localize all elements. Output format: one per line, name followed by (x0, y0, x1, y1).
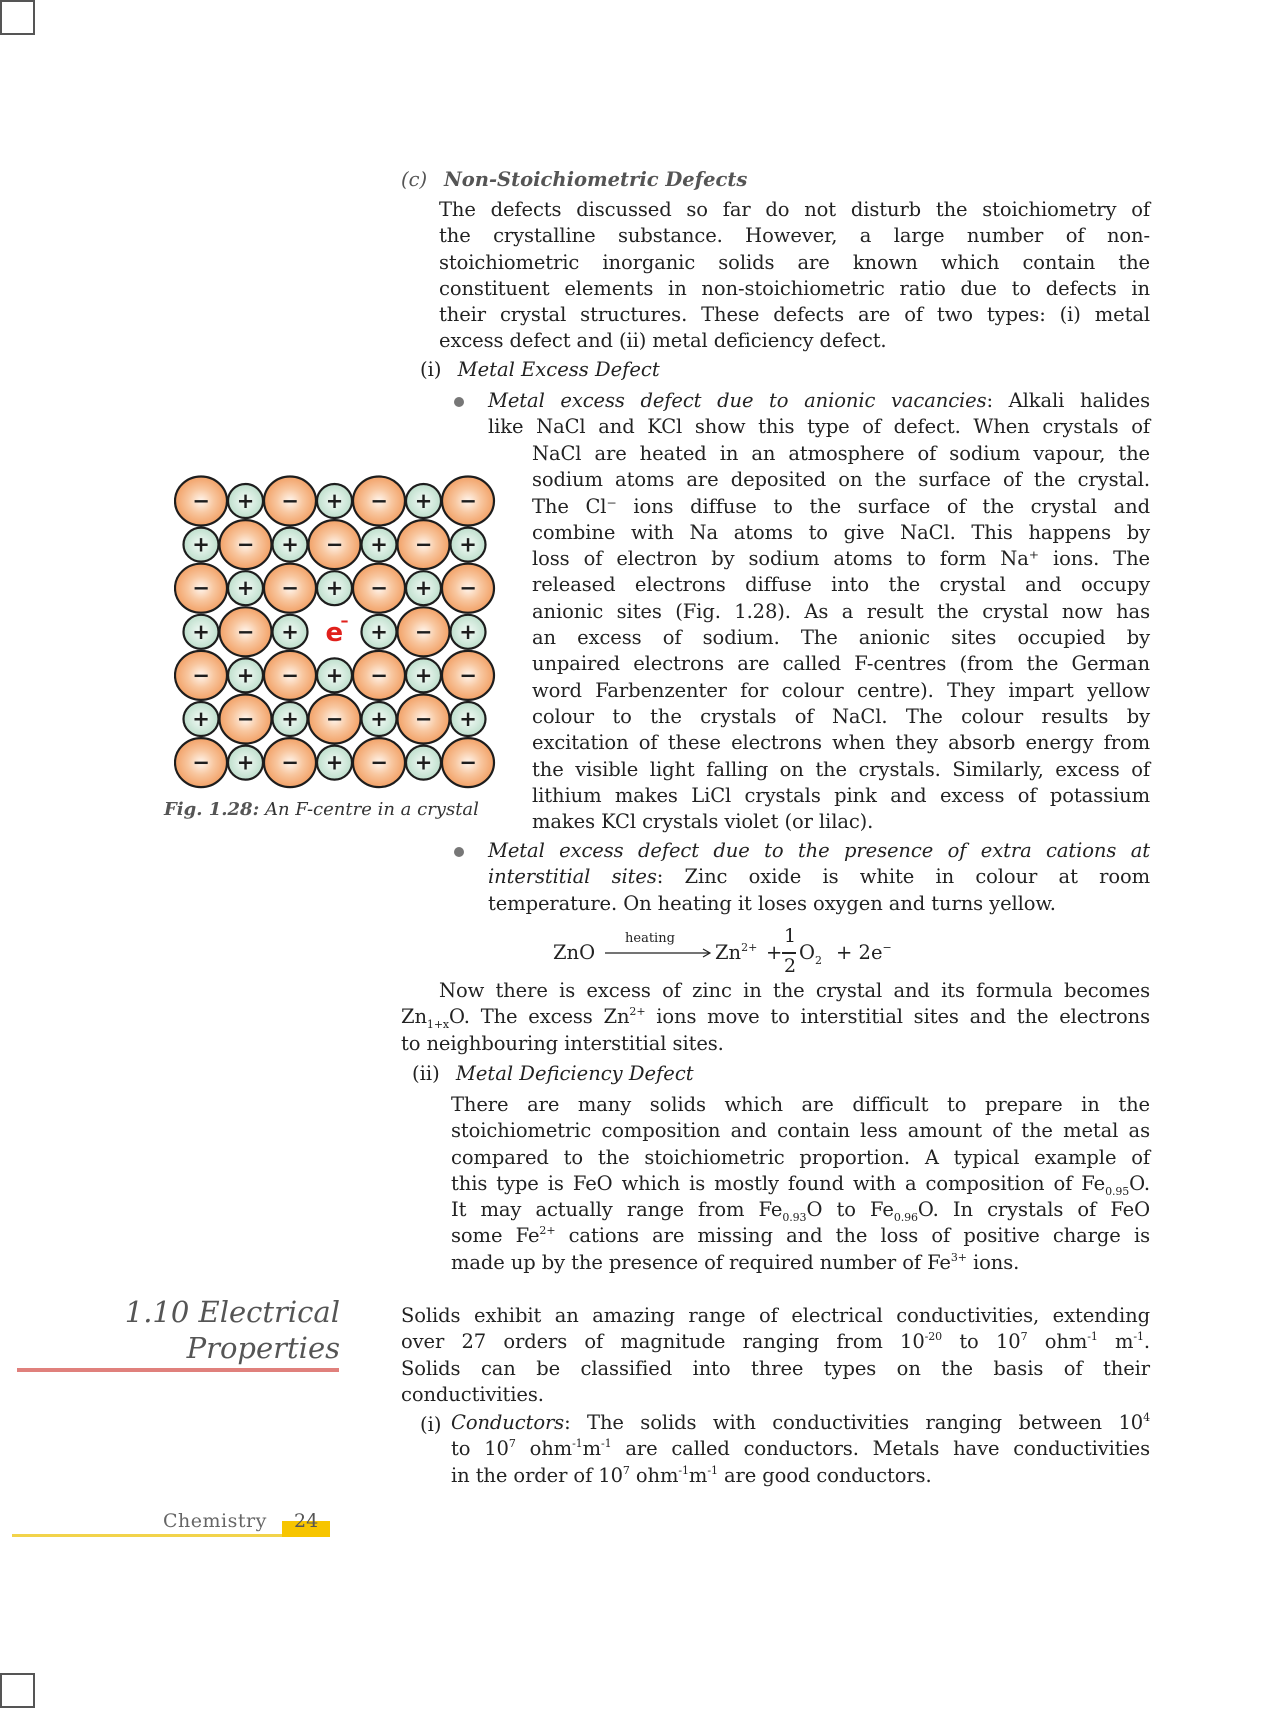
f-centre-crystal-figure (174, 474, 504, 790)
svg-text:−: − (192, 576, 210, 601)
text-line: makes KCl crystals violet (or lilac). (532, 810, 874, 834)
svg-text:−: − (236, 707, 255, 731)
text-line: Conductors: The solids with conductivities ranging between $10^4$ (451, 1411, 1150, 1434)
svg-text:+: + (414, 576, 433, 601)
eq-electron-charge: − (882, 941, 892, 954)
svg-text:+: + (459, 532, 477, 557)
svg-text:+: + (236, 750, 255, 775)
f-centre-electron-icon: e (325, 617, 344, 648)
svg-text:–: – (340, 610, 349, 630)
svg-text:+: + (459, 707, 477, 731)
eq-fraction-numerator: 1 (784, 925, 797, 947)
eq-zn-charge: 2+ (741, 941, 758, 954)
text-line: the visible light falling on the crystals. Similarly, excess of (532, 757, 1150, 781)
crystal-lattice-diagram (174, 474, 504, 790)
figure-caption-label: Fig. 1.28: (164, 799, 260, 820)
text-line: constituent elements in non-stoichiometric ratio due to defects in (439, 276, 1150, 300)
bullet1-lead (488, 388, 1150, 441)
text-line: $Zn_{1+x}O$. The excess $Zn^{2+}$ ions move to interstitial sites and the electrons (401, 1005, 1150, 1032)
text-line: anionic sites (Fig. 1.28). As a result the crystal now has (532, 599, 1150, 623)
svg-text:−: − (325, 707, 344, 731)
svg-text:+: + (325, 663, 344, 688)
eq-plus: + (766, 941, 783, 964)
svg-text:−: − (414, 619, 433, 644)
text-line: There are many solids which are difficult to prepare in the (451, 1093, 1150, 1116)
metal-excess-title: Metal Excess Defect (457, 358, 660, 381)
conductors-label: (i) (420, 1413, 442, 1436)
text-line: It may actually range from $Fe_{0.93}O$ to $Fe_{0.96}O$. In crystals of FeO (451, 1198, 1151, 1225)
svg-text:−: − (459, 663, 477, 688)
text-line: Solids can be classified into three types on the basis of their (401, 1356, 1150, 1380)
svg-text:+: + (459, 619, 477, 644)
text-line: stoichiometric inorganic solids are known which contain the (439, 250, 1150, 274)
section-title-line2: Properties (186, 1331, 340, 1365)
section-c-paragraph (439, 197, 1150, 355)
text-line: Metal excess defect due to the presence of extra cations at (488, 839, 1150, 862)
text-line: to $10^7$ $ohm^{-1}m^{-1}$ are called conductors. Metals have conductivities (451, 1437, 1150, 1461)
section-c-label: (c) (401, 168, 428, 191)
svg-text:+: + (192, 707, 210, 731)
section-1-10-heading (100, 1294, 340, 1366)
text-line: loss of electron by sodium atoms to form Na⁺ ions. The (532, 547, 1150, 571)
text-line: lithium makes LiCl crystals pink and excess of potassium (532, 783, 1150, 807)
section-number: 1.10 (124, 1295, 190, 1329)
eq-fraction-denominator: 2 (784, 955, 797, 977)
metal-deficiency-title: Metal Deficiency Defect (455, 1062, 694, 1085)
bullet-icon (454, 397, 464, 407)
svg-text:−: − (370, 750, 388, 775)
text-line: conductivities. (401, 1382, 544, 1406)
section-title-line1: Electrical (198, 1295, 340, 1329)
text-line: like NaCl and KCl show this type of defect. When crystals of (488, 415, 1150, 439)
bullet2-lead-italic: interstitial sites (488, 865, 657, 889)
text-line: this type is FeO which is mostly found with a composition of $Fe_{0.95}O$. (451, 1171, 1150, 1198)
text-line: to neighbouring interstitial sites. (401, 1031, 724, 1055)
metal-excess-heading (420, 358, 660, 381)
top-left-corner-box (0, 0, 35, 35)
svg-text:−: − (281, 750, 299, 775)
svg-text:−: − (370, 489, 388, 513)
svg-text:−: − (281, 663, 299, 688)
text-line: stoichiometric composition and contain less amount of the metal as (451, 1119, 1150, 1143)
text-line: excess defect and (ii) metal deficiency defect. (439, 329, 887, 353)
metal-deficiency-heading (412, 1062, 694, 1085)
figure-caption-text: An F-centre in a crystal (264, 799, 479, 820)
bullet-icon (454, 847, 464, 857)
svg-text:−: − (236, 619, 255, 644)
metal-deficiency-paragraph (451, 1092, 1150, 1276)
svg-text:−: − (459, 750, 477, 775)
svg-text:−: − (192, 750, 210, 775)
text-line: compared to the stoichiometric proportion. A typical example of (451, 1145, 1150, 1169)
text-line: word Farbenzenter for colour centre). They impart yellow (532, 678, 1150, 702)
text-line: Solids exhibit an amazing range of electrical conductivities, extending (401, 1304, 1150, 1327)
svg-text:+: + (370, 619, 388, 644)
text-line: their crystal structures. These defects are of two types: (i) metal (439, 303, 1150, 327)
eq-electrons: + 2e (836, 941, 883, 964)
reaction-arrow-icon (603, 948, 715, 958)
svg-text:+: + (281, 707, 299, 731)
text-line: The Cl⁻ ions diffuse to the surface of the crystal and (532, 494, 1150, 518)
svg-text:+: + (370, 532, 388, 557)
svg-text:−: − (236, 532, 255, 557)
fraction-bar (782, 952, 796, 954)
bottom-left-corner-box (0, 1673, 35, 1708)
svg-text:−: − (459, 576, 477, 601)
figure-caption (164, 799, 479, 820)
text-line: Now there is excess of zinc in the crystal and its formula becomes (439, 979, 1150, 1002)
svg-text:+: + (236, 663, 255, 688)
metal-excess-label: (i) (420, 358, 442, 381)
svg-text:−: − (192, 489, 210, 513)
svg-text:+: + (414, 489, 433, 513)
section-heading-rule (17, 1368, 339, 1372)
text-line: the crystalline substance. However, a large number of non- (439, 224, 1150, 248)
zno-heating-equation (553, 925, 893, 985)
bullet1-wrapped-text (532, 441, 1150, 835)
svg-text:+: + (325, 576, 344, 601)
svg-text:+: + (370, 707, 388, 731)
text-line: sodium atoms are deposited on the surface of the crystal. (532, 468, 1150, 492)
zinc-excess-paragraph (401, 978, 1150, 1057)
eq-condition: heating (625, 931, 675, 946)
svg-text:+: + (325, 750, 344, 775)
svg-text:+: + (236, 576, 255, 601)
text-line: released electrons diffuse into the crystal and occupy (532, 573, 1150, 597)
svg-text:−: − (414, 532, 433, 557)
bullet1-lead-italic: Metal excess defect due to anionic vacancies (488, 389, 987, 412)
page-number: 24 (294, 1510, 319, 1532)
section-c-title: Non-Stoichiometric Defects (443, 168, 748, 191)
text-line: in the order of $10^7$ $ohm^{-1}m^{-1}$ are good conductors. (451, 1463, 932, 1487)
svg-text:+: + (414, 663, 433, 688)
svg-text:−: − (414, 707, 433, 731)
text-line: NaCl are heated in an atmosphere of sodium vapour, the (532, 442, 1150, 465)
eq-reactant: ZnO (553, 941, 596, 964)
bullet2-text (488, 838, 1150, 917)
svg-text:−: − (192, 663, 210, 688)
text-line: some $Fe^{2+}$ cations are missing and the loss of positive charge is (451, 1224, 1151, 1248)
text-line: made up by the presence of required number of $Fe^{3+}$ ions. (451, 1250, 1020, 1274)
text-line: unpaired electrons are called F-centres (from the German (532, 652, 1150, 676)
section-c-heading (401, 168, 747, 191)
eq-product-o: O (799, 941, 815, 964)
text-line: excitation of these electrons when they absorb energy from (532, 731, 1150, 755)
svg-text:−: − (281, 489, 299, 513)
eq-o-subscript: 2 (815, 954, 822, 967)
svg-text:−: − (370, 663, 388, 688)
svg-text:+: + (281, 532, 299, 557)
metal-deficiency-label: (ii) (412, 1062, 440, 1085)
svg-text:−: − (325, 532, 344, 557)
text-line: colour to the crystals of NaCl. The colour results by (532, 704, 1150, 728)
svg-text:−: − (281, 576, 299, 601)
svg-text:+: + (281, 619, 299, 644)
eq-product-zn: Zn (715, 941, 742, 964)
text-line: combine with Na atoms to give NaCl. This happens by (532, 520, 1150, 544)
svg-text:+: + (236, 489, 255, 513)
svg-text:+: + (192, 619, 210, 644)
text-line: over 27 orders of magnitude ranging from $10^{-20}$ to $10^7$ ohm$^{-1}$ $m^{-1}$. (401, 1330, 1151, 1354)
text-line: an excess of sodium. The anionic sites occupied by (532, 626, 1150, 650)
text-line: The defects discussed so far do not disturb the stoichiometry of (439, 198, 1150, 221)
footer-subject: Chemistry (163, 1510, 267, 1532)
text-line: temperature. On heating it loses oxygen and turns yellow. (488, 891, 1056, 915)
svg-text:−: − (370, 576, 388, 601)
svg-text:+: + (414, 750, 433, 775)
electrical-properties-intro (401, 1303, 1150, 1408)
bullet2-lead-rest: : Zinc oxide is white in colour at room (656, 865, 1150, 889)
bullet1-lead-rest: : Alkali halides (986, 389, 1150, 412)
svg-text:−: − (459, 489, 477, 513)
conductors-paragraph (451, 1410, 1150, 1489)
svg-text:+: + (192, 532, 210, 557)
svg-text:+: + (325, 489, 344, 513)
conductors-title: Conductors (451, 1411, 565, 1434)
